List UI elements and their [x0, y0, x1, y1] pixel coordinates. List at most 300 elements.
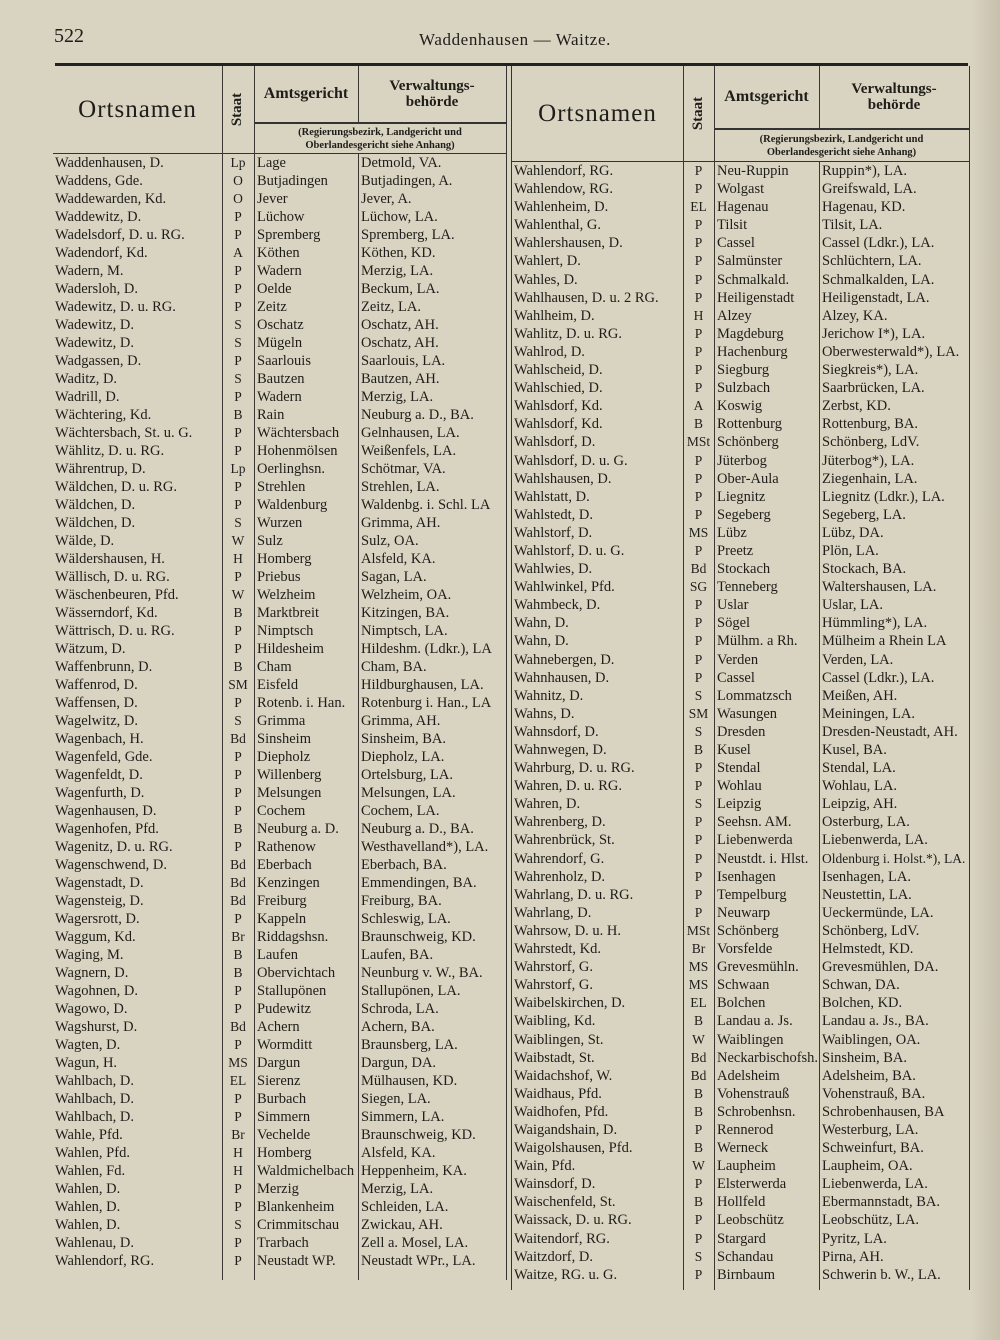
amtsgericht: Rennerod — [717, 1121, 774, 1138]
staat-code: P — [234, 1091, 242, 1106]
ortsname: Wahlert, D. — [514, 253, 581, 270]
table-row — [53, 766, 506, 784]
ortsname: Waffenbrunn, D. — [55, 659, 153, 675]
verwaltungsbehoerde: Schweinfurt, BA. — [822, 1140, 924, 1157]
ortsname: Wahren, D. u. RG. — [514, 778, 622, 795]
amtsgericht: Wohlau — [717, 778, 762, 795]
staat-code: B — [233, 659, 243, 674]
staat-code: H — [233, 551, 243, 566]
verwaltungsbehoerde: Grimma, AH. — [361, 713, 441, 729]
ortsname: Waigolshausen, Pfd. — [514, 1140, 633, 1157]
verwaltungsbehoerde: Neustettin, LA. — [822, 886, 912, 903]
staat-code: P — [234, 569, 242, 584]
table-row — [53, 1252, 506, 1270]
table-row — [512, 759, 969, 777]
ortsname: Wahrburg, D. u. RG. — [514, 760, 635, 777]
right-table — [511, 66, 970, 1290]
verwaltungsbehoerde: Siegkreis*), LA. — [822, 362, 919, 379]
amtsgericht: Neustadt WP. — [257, 1253, 336, 1269]
amtsgericht: Hollfeld — [717, 1194, 766, 1211]
staat-code: Bd — [690, 1067, 707, 1083]
amtsgericht: Alzey — [717, 307, 752, 324]
ortsname: Wainsdorf, D. — [514, 1176, 596, 1193]
staat-code: P — [234, 1037, 242, 1052]
ortsname: Wadgassen, D. — [55, 353, 142, 369]
verwaltungsbehoerde: Plön, LA. — [822, 542, 879, 559]
staat-code: P — [234, 1199, 242, 1214]
staat-code: P — [234, 263, 242, 278]
verwaltungsbehoerde: Nimptsch, LA. — [361, 623, 448, 639]
staat-code: P — [694, 380, 703, 396]
running-title: Waddenhausen — Waitze. — [419, 30, 611, 49]
verwaltungsbehoerde: Laufen, BA. — [361, 947, 434, 963]
ortsname: Wäldershausen, H. — [55, 551, 165, 567]
table-row — [512, 886, 969, 904]
staat-code: W — [692, 1158, 705, 1174]
verwaltungsbehoerde: Schwerin b. W., LA. — [822, 1266, 941, 1283]
ortsname: Wahlsdorf, D. — [514, 434, 596, 451]
verwaltungsbehoerde: Waltershausen, LA. — [822, 579, 937, 596]
ortsname: Wahrendorf, G. — [514, 850, 605, 867]
table-row — [53, 694, 506, 712]
staat-code: S — [694, 796, 703, 812]
ortsname: Wahlsdorf, D. u. G. — [514, 452, 628, 469]
amtsgericht: Lage — [257, 155, 286, 171]
ortsname: Wächtering, Kd. — [55, 407, 152, 423]
verwaltungsbehoerde: Laupheim, OA. — [822, 1158, 913, 1175]
verwaltungsbehoerde: Neuburg a. D., BA. — [361, 407, 474, 423]
amtsgericht: Liegnitz — [717, 488, 766, 505]
amtsgericht: Priebus — [257, 569, 301, 585]
staat-code: S — [234, 371, 242, 386]
verwaltungsbehoerde: Weißenfels, LA. — [361, 443, 457, 459]
verwaltungsbehoerde: Schlüchtern, LA. — [822, 253, 922, 270]
ortsname: Wäldchen, D. — [55, 497, 136, 513]
table-row — [512, 687, 969, 705]
staat-code: P — [694, 1176, 703, 1192]
verwaltungsbehoerde: Melsungen, LA. — [361, 785, 456, 801]
verwaltungsbehoerde: Heiligenstadt, LA. — [822, 289, 930, 306]
table-row — [512, 216, 969, 234]
staat-code: P — [234, 479, 242, 494]
amtsgericht: Neckarbischofsh. — [717, 1049, 819, 1066]
header-verwaltung-line2: behörde — [405, 94, 459, 110]
amtsgericht: Welzheim — [257, 587, 316, 603]
ortsname: Wahlitz, D. u. RG. — [514, 325, 622, 342]
staat-code: P — [694, 651, 703, 667]
header-note-line1: (Regierungsbezirk, Landgericht und — [759, 133, 924, 145]
ortsname: Wättrisch, D. u. RG. — [55, 623, 175, 639]
table-row — [512, 415, 969, 433]
table-row — [512, 1193, 969, 1211]
ortsname: Wadrill, D. — [55, 389, 120, 405]
header-verwaltung-line2: behörde — [867, 97, 921, 113]
amtsgericht: Freiburg — [257, 893, 307, 909]
table-row — [512, 651, 969, 669]
ortsname: Wahlbach, D. — [55, 1109, 134, 1125]
staat-code: Bd — [230, 857, 246, 872]
verwaltungsbehoerde: Leipzig, AH. — [822, 796, 898, 813]
table-row — [512, 1049, 969, 1067]
verwaltungsbehoerde: Merzig, LA. — [361, 263, 434, 279]
ortsname: Wätzum, D. — [55, 641, 126, 657]
verwaltungsbehoerde: Schötmar, VA. — [361, 461, 446, 477]
table-row — [53, 1108, 506, 1126]
table-row — [53, 748, 506, 766]
ortsname: Wagenhausen, D. — [55, 803, 157, 819]
table-row — [512, 307, 969, 325]
verwaltungsbehoerde: Zerbst, KD. — [822, 398, 891, 415]
ortsname: Wagensteig, D. — [55, 893, 144, 909]
amtsgericht: Merzig — [257, 1181, 299, 1197]
verwaltungsbehoerde: Merzig, LA. — [361, 1181, 434, 1197]
verwaltungsbehoerde: Sinsheim, BA. — [361, 731, 446, 747]
verwaltungsbehoerde: Liebenwerda, LA. — [822, 1176, 928, 1193]
ortsname: Wahlendow, RG. — [514, 181, 613, 198]
header-staat-label: Staat — [690, 96, 706, 131]
table-row — [512, 1157, 969, 1175]
staat-code: P — [694, 181, 703, 197]
table-row — [53, 946, 506, 964]
amtsgericht: Stallupönen — [257, 983, 327, 999]
ortsname: Waibelskirchen, D. — [514, 995, 626, 1012]
verwaltungsbehoerde: Butjadingen, A. — [361, 173, 453, 189]
verwaltungsbehoerde: Braunschweig, KD. — [361, 929, 476, 945]
table-row — [512, 180, 969, 198]
amtsgericht: Saarlouis — [257, 353, 311, 369]
ortsname: Wahrenholz, D. — [514, 868, 606, 885]
amtsgericht: Neuburg a. D. — [257, 821, 339, 837]
table-row — [512, 868, 969, 886]
verwaltungsbehoerde: Kitzingen, BA. — [361, 605, 450, 621]
table-row — [512, 741, 969, 759]
amtsgericht: Pudewitz — [257, 1001, 311, 1017]
staat-code: P — [234, 749, 242, 764]
left-table-header — [53, 66, 506, 154]
table-row — [53, 370, 506, 388]
verwaltungsbehoerde: Oschatz, AH. — [361, 317, 439, 333]
table-row — [53, 244, 506, 262]
verwaltungsbehoerde: Stockach, BA. — [822, 561, 907, 578]
staat-code: A — [233, 245, 243, 260]
amtsgericht: Schwaan — [717, 977, 770, 994]
ortsname: Wadendorf, Kd. — [55, 245, 148, 261]
verwaltungsbehoerde: Oberwesterwald*), LA. — [822, 343, 960, 360]
verwaltungsbehoerde: Merzig, LA. — [361, 389, 434, 405]
amtsgericht: Cassel — [717, 669, 755, 686]
ortsname: Wagnern, D. — [55, 965, 129, 981]
table-row — [53, 532, 506, 550]
table-row — [53, 874, 506, 892]
table-row — [512, 1012, 969, 1030]
table-row — [53, 1054, 506, 1072]
table-row — [53, 478, 506, 496]
amtsgericht: Jüterbog — [717, 452, 767, 469]
amtsgericht: Elsterwerda — [717, 1176, 787, 1193]
amtsgericht: Hildesheim — [257, 641, 324, 657]
ortsname: Wässerndorf, Kd. — [55, 605, 158, 621]
staat-code: P — [694, 814, 703, 830]
ortsname: Wahnsdorf, D. — [514, 723, 599, 740]
ortsname: Wahrlang, D. — [514, 904, 592, 921]
staat-code: P — [694, 452, 703, 468]
verwaltungsbehoerde: Dargun, DA. — [361, 1055, 437, 1071]
table-row — [53, 730, 506, 748]
column-rule — [358, 66, 359, 122]
ortsname: Wagelwitz, D. — [55, 713, 138, 729]
table-row — [53, 1126, 506, 1144]
table-row — [512, 958, 969, 976]
ortsname: Wällisch, D. u. RG. — [55, 569, 170, 585]
amtsgericht: Kusel — [717, 742, 751, 758]
verwaltungsbehoerde: Detmold, VA. — [361, 155, 442, 171]
page-number: 522 — [54, 25, 84, 47]
verwaltungsbehoerde: Schwan, DA. — [822, 977, 900, 994]
table-row — [512, 1211, 969, 1229]
ortsname: Wahlheim, D. — [514, 307, 595, 324]
staat-code: P — [234, 641, 242, 656]
amtsgericht: Eberbach — [257, 857, 312, 873]
table-row — [512, 198, 969, 216]
amtsgericht: Stendal — [717, 760, 761, 777]
table-row — [53, 190, 506, 208]
ortsname: Wahlen, Pfd. — [55, 1145, 130, 1161]
verwaltungsbehoerde: Köthen, KD. — [361, 245, 436, 261]
table-row — [53, 1036, 506, 1054]
verwaltungsbehoerde: Oldenburg i. Holst.*), LA. — [822, 850, 966, 866]
amtsgericht: Rotenb. i. Han. — [257, 695, 346, 711]
verwaltungsbehoerde: Stallupönen, LA. — [361, 983, 461, 999]
verwaltungsbehoerde: Emmendingen, BA. — [361, 875, 477, 891]
table-row — [53, 262, 506, 280]
verwaltungsbehoerde: Vohenstrauß, BA. — [822, 1085, 926, 1102]
header-verwaltung-line1: Verwaltungs- — [851, 81, 937, 97]
table-row — [512, 596, 969, 614]
verwaltungsbehoerde: Sagan, LA. — [361, 569, 427, 585]
ortsname: Waidhofen, Pfd. — [514, 1103, 609, 1120]
verwaltungsbehoerde: Ueckermünde, LA. — [822, 904, 934, 921]
ortsname: Wahlenthal, G. — [514, 217, 602, 234]
staat-code: S — [694, 1248, 703, 1264]
ortsname: Waddewarden, Kd. — [55, 191, 167, 207]
header-amtsgericht: Amtsgericht — [724, 88, 809, 105]
amtsgericht: Neu-Ruppin — [717, 163, 789, 179]
table-row — [53, 640, 506, 658]
table-row — [512, 813, 969, 831]
verwaltungsbehoerde: Neuburg a. D., BA. — [361, 821, 474, 837]
table-row — [53, 658, 506, 676]
verwaltungsbehoerde: Oschatz, AH. — [361, 335, 439, 351]
amtsgericht: Dresden — [717, 723, 766, 740]
amtsgericht: Oerlinghsn. — [257, 461, 326, 477]
table-row — [512, 1031, 969, 1049]
staat-code: P — [694, 506, 703, 522]
table-row — [512, 578, 969, 596]
table-row — [53, 172, 506, 190]
verwaltungsbehoerde: Schleiden, LA. — [361, 1199, 449, 1215]
staat-code: P — [234, 1109, 242, 1124]
ortsname: Waging, M. — [55, 947, 124, 963]
ortsname: Waidachshof, W. — [514, 1067, 613, 1084]
amtsgericht: Zeitz — [257, 299, 287, 315]
ortsname: Wadersloh, D. — [55, 281, 138, 297]
amtsgericht: Riddagshsn. — [257, 929, 329, 945]
staat-code: P — [694, 868, 703, 884]
header-verwaltungsbehoerde — [358, 66, 506, 122]
ortsname: Wadewitz, D. — [55, 335, 134, 351]
table-row — [53, 1090, 506, 1108]
amtsgericht: Wurzen — [257, 515, 303, 531]
amtsgericht: Vechelde — [257, 1127, 311, 1143]
staat-code: S — [234, 515, 242, 530]
staat-code: P — [694, 271, 703, 287]
table-row — [53, 1144, 506, 1162]
table-row — [512, 1248, 969, 1266]
staat-code: P — [694, 1266, 703, 1282]
staat-code: MS — [688, 959, 709, 975]
table-row — [53, 784, 506, 802]
verwaltungsbehoerde: Pyritz, LA. — [822, 1230, 887, 1247]
verwaltungsbehoerde: Saarlouis, LA. — [361, 353, 446, 369]
ortsname: Wahlbach, D. — [55, 1091, 134, 1107]
staat-code: S — [694, 687, 703, 703]
staat-code: Br — [691, 941, 706, 957]
table-row — [53, 442, 506, 460]
verwaltungsbehoerde: Bolchen, KD. — [822, 995, 903, 1012]
staat-code: P — [694, 886, 703, 902]
amtsgericht: Hagenau — [717, 199, 769, 216]
staat-code: P — [694, 669, 703, 685]
table-row — [53, 154, 506, 172]
ortsname: Wahlscheid, D. — [514, 362, 603, 379]
ortsname: Wählitz, D. u. RG. — [55, 443, 165, 459]
amtsgericht: Werneck — [717, 1140, 769, 1157]
amtsgericht: Leipzig — [717, 796, 762, 813]
verwaltungsbehoerde: Westerburg, LA. — [822, 1121, 919, 1138]
right-table-body — [512, 162, 969, 1284]
amtsgericht: Vohenstrauß — [717, 1085, 790, 1102]
amtsgericht: Schönberg — [717, 434, 779, 451]
table-row — [512, 1266, 969, 1284]
ortsname: Waddens, Gde. — [55, 173, 143, 189]
verwaltungsbehoerde: Diepholz, LA. — [361, 749, 445, 765]
amtsgericht: Homberg — [257, 1145, 312, 1161]
table-row — [53, 1018, 506, 1036]
staat-code: B — [233, 407, 243, 422]
table-row — [512, 560, 969, 578]
verwaltungsbehoerde: Wohlau, LA. — [822, 778, 897, 795]
staat-code: O — [233, 191, 243, 206]
staat-code: P — [694, 850, 703, 866]
header-staat-label: Staat — [229, 92, 246, 127]
header-note — [254, 123, 506, 154]
verwaltungsbehoerde: Liegnitz (Ldkr.), LA. — [822, 488, 945, 505]
table-row — [512, 488, 969, 506]
table-row — [53, 1216, 506, 1234]
table-row — [53, 334, 506, 352]
amtsgericht: Rain — [257, 407, 285, 423]
amtsgericht: Preetz — [717, 542, 754, 559]
amtsgericht: Nimptsch — [257, 623, 314, 639]
ortsname: Wagersrott, D. — [55, 911, 140, 927]
table-row — [53, 1180, 506, 1198]
verwaltungsbehoerde: Jever, A. — [361, 191, 412, 207]
amtsgericht: Bolchen — [717, 995, 766, 1012]
verwaltungsbehoerde: Simmern, LA. — [361, 1109, 445, 1125]
ortsname: Wahlsdorf, Kd. — [514, 398, 603, 415]
staat-code: P — [694, 832, 703, 848]
amtsgericht: Isenhagen — [717, 868, 776, 885]
ortsname: Wäldchen, D. u. RG. — [55, 479, 178, 495]
table-row — [53, 406, 506, 424]
staat-code: P — [234, 1253, 242, 1268]
header-staat — [222, 66, 254, 153]
ortsname: Wahmbeck, D. — [514, 597, 601, 614]
ortsname: Wagenstadt, D. — [55, 875, 144, 891]
ortsname: Waidhaus, Pfd. — [514, 1085, 602, 1102]
verwaltungsbehoerde: Ebermannstadt, BA. — [822, 1194, 940, 1211]
verwaltungsbehoerde: Sinsheim, BA. — [822, 1049, 907, 1066]
amtsgericht: Hohenmölsen — [257, 443, 338, 459]
verwaltungsbehoerde: Pirna, AH. — [822, 1248, 884, 1265]
verwaltungsbehoerde: Bautzen, AH. — [361, 371, 440, 387]
verwaltungsbehoerde: Leobschütz, LA. — [822, 1212, 920, 1229]
header-note-line1: (Regierungsbezirk, Landgericht und — [298, 126, 462, 138]
staat-code: P — [234, 785, 242, 800]
table-row — [53, 964, 506, 982]
ortsname: Wagshurst, D. — [55, 1019, 138, 1035]
staat-code: P — [234, 839, 242, 854]
table-row — [512, 379, 969, 397]
staat-code: P — [234, 767, 242, 782]
staat-code: P — [234, 1235, 242, 1250]
verwaltungsbehoerde: Eberbach, BA. — [361, 857, 447, 873]
ortsname: Wahlrod, D. — [514, 343, 585, 360]
amtsgericht: Wormditt — [257, 1037, 313, 1053]
verwaltungsbehoerde: Braunsberg, LA. — [361, 1037, 458, 1053]
ortsname: Wahlenau, D. — [55, 1235, 134, 1251]
verwaltungsbehoerde: Schleswig, LA. — [361, 911, 451, 927]
staat-code: MS — [688, 977, 709, 993]
amtsgericht: Wadern — [257, 263, 302, 279]
verwaltungsbehoerde: Ziegenhain, LA. — [822, 470, 918, 487]
table-row — [53, 388, 506, 406]
amtsgericht: Obervichtach — [257, 965, 336, 981]
staat-code: P — [694, 1121, 703, 1137]
verwaltungsbehoerde: Spremberg, LA. — [361, 227, 455, 243]
amtsgericht: Rathenow — [257, 839, 316, 855]
ortsname: Wadern, M. — [55, 263, 124, 279]
verwaltungsbehoerde: Stendal, LA. — [822, 760, 896, 777]
verwaltungsbehoerde: Ruppin*), LA. — [822, 163, 907, 179]
staat-code: P — [234, 497, 242, 512]
staat-code: P — [234, 695, 242, 710]
staat-code: B — [233, 821, 243, 836]
ortsname: Wahlendorf, RG. — [514, 163, 614, 179]
staat-code: SG — [689, 579, 708, 595]
staat-code: MS — [688, 524, 709, 540]
amtsgericht: Sinsheim — [257, 731, 311, 747]
table-row — [512, 234, 969, 252]
ortsname: Waditz, D. — [55, 371, 118, 387]
table-row — [512, 795, 969, 813]
verwaltungsbehoerde: Schönberg, LdV. — [822, 434, 920, 451]
amtsgericht: Lüchow — [257, 209, 305, 225]
verwaltungsbehoerde: Braunschweig, KD. — [361, 1127, 476, 1143]
table-row — [512, 271, 969, 289]
staat-code: P — [234, 443, 242, 458]
table-row — [53, 208, 506, 226]
